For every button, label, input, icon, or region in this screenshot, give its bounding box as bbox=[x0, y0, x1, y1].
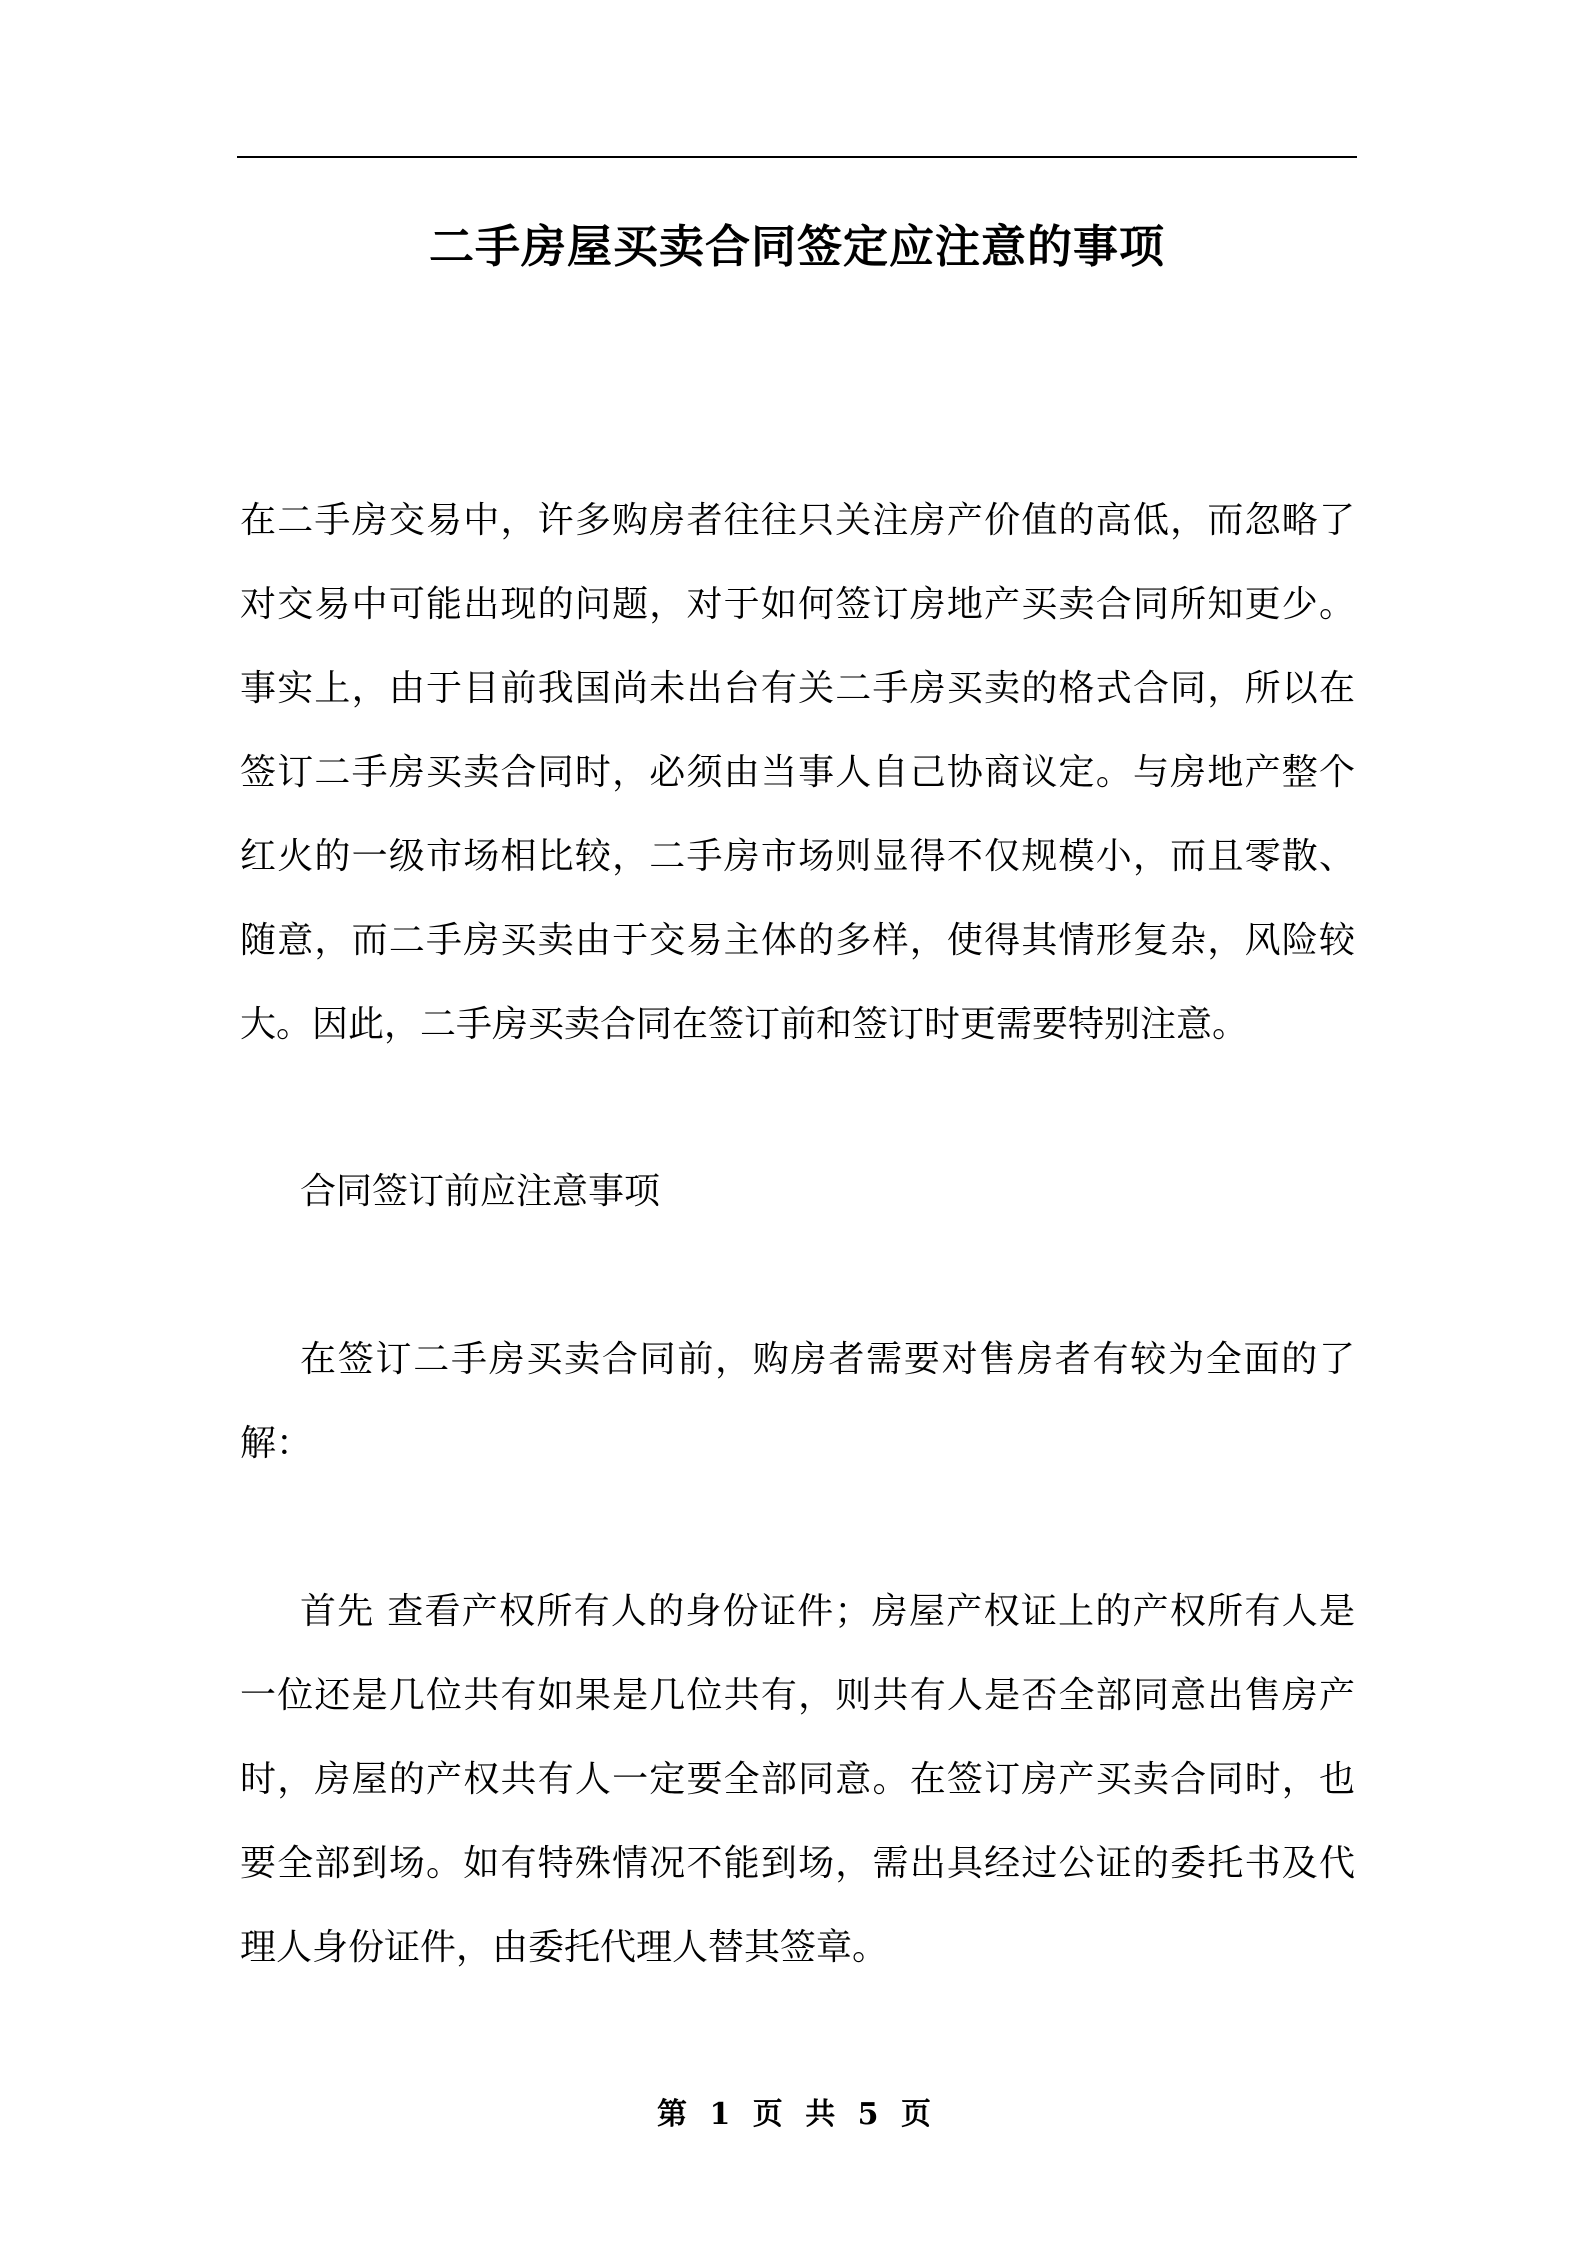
page-footer: 第 1 页 共 5 页 bbox=[657, 2097, 937, 2132]
paragraph-first-check: 首先 查看产权所有人的身份证件；房屋产权证上的产权所有人是一位还是几位共有如果是几位共有，则共有人是否全部同意出售房产时，房屋的产权共有人一定要全部同意。在签订房产买卖合同时，也要全部到场。如有特殊情况不能到场，需出具经过公证的委托书及代理人身份证件，由委托代理人替其签章。 bbox=[240, 1591, 1355, 1968]
section-heading: 合同签订前应注意事项 bbox=[300, 1171, 661, 1212]
paragraph-pre-signing: 在签订二手房买卖合同前，购房者需要对售房者有较为全面的了解： bbox=[240, 1339, 1355, 1464]
document-title: 二手房屋买卖合同签定应注意的事项 bbox=[428, 220, 1165, 273]
paragraph-intro: 在二手房交易中，许多购房者往往只关注房产价值的高低，而忽略了对交易中可能出现的问题，对于如何签订房地产买卖合同所知更少。事实上，由于目前我国尚未出台有关二手房买卖的格式合同，所以在签订二手房买卖合同时，必须由当事人自己协商议定。与房地产整个红火的一级市场相比较，二手房市场则显得不仅规模小，而且零散、随意，而二手房买卖由于交易主体的多样，使得其情形复杂，风险较大。因此，二手房买卖合同在签订前和签订时更需要特别注意。 bbox=[240, 500, 1355, 1045]
header-rule bbox=[237, 156, 1357, 158]
